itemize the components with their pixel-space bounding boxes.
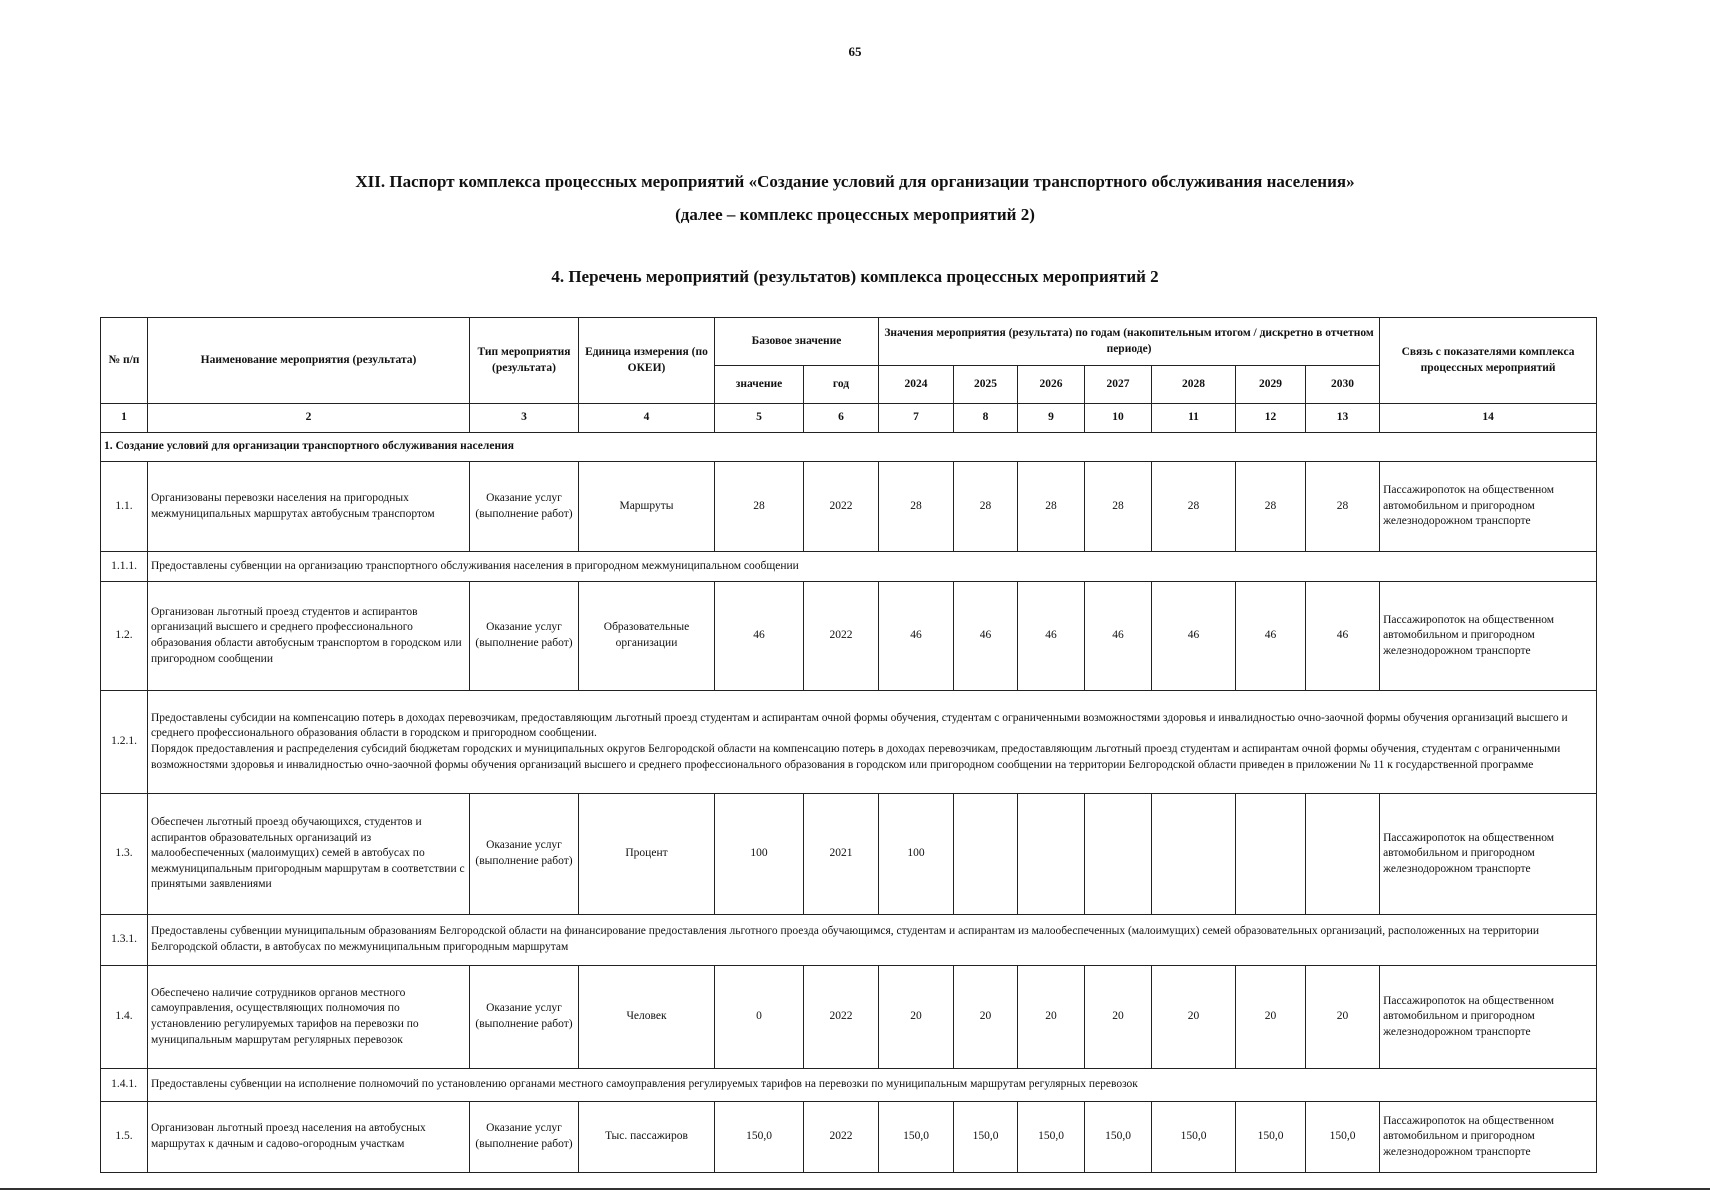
section-row	[101, 433, 1597, 462]
section-heading: 4. Перечень мероприятий (результатов) комплекса процессных мероприятий 2	[551, 267, 1159, 286]
row-name: Организован льготный проезд студентов и аспирантов организаций высшего и среднего профессионального образования области автобусным транспортом в городском или пригородном сообщении	[148, 582, 470, 691]
header-year: 2027	[1085, 366, 1152, 404]
header-year: 2026	[1018, 366, 1085, 404]
bottom-rule	[0, 1188, 1710, 1190]
document-title: XII. Паспорт комплекса процессных мероприятий «Создание условий для организации транспортного обслуживания населения»	[355, 172, 1355, 191]
row-type: Оказание услуг (выполнение работ)	[470, 794, 579, 915]
row-year-value	[1306, 794, 1380, 915]
header-year: 2029	[1236, 366, 1306, 404]
column-number: 8	[954, 404, 1018, 433]
row-unit: Тыс. пассажиров	[579, 1102, 715, 1173]
header-link: Связь с показателями комплекса процессных мероприятий	[1380, 318, 1597, 404]
row-base-value: 28	[715, 462, 804, 552]
row-base-year: 2022	[804, 582, 879, 691]
row-description-text: Порядок предоставления и распределения субсидий бюджетам городских и муниципальных округов Белгородской области на компенсацию потерь в доходах перевозчикам, предоставляющим льготный проезд студентам и аспирантам очной формы обучения, студентам с ограниченными возможностями здоровья и инвалидностью очно-заочной формы обучения организаций высшего и среднего профессионального образования в городском или пригородном сообщении на территории Белгородской области приведен в приложении № 11 к государственной программе	[151, 743, 1561, 771]
header-unit: Единица измерения (по ОКЕИ)	[579, 318, 715, 404]
row-type: Оказание услуг (выполнение работ)	[470, 462, 579, 552]
row-year-value: 150,0	[954, 1102, 1018, 1173]
column-number: 13	[1306, 404, 1380, 433]
row-num: 1.4.	[101, 966, 148, 1069]
section-title: 1. Создание условий для организации транспортного обслуживания населения	[101, 433, 1597, 462]
row-num: 1.5.	[101, 1102, 148, 1173]
row-year-value: 150,0	[1306, 1102, 1380, 1173]
row-year-value: 20	[1236, 966, 1306, 1069]
column-number: 6	[804, 404, 879, 433]
row-unit: Маршруты	[579, 462, 715, 552]
row-year-value: 28	[879, 462, 954, 552]
table-row	[101, 966, 1597, 1069]
column-number: 12	[1236, 404, 1306, 433]
column-number: 3	[470, 404, 579, 433]
header-row	[101, 318, 1597, 366]
row-year-value: 28	[1306, 462, 1380, 552]
column-number: 1	[101, 404, 148, 433]
header-num: № п/п	[101, 318, 148, 404]
row-year-value: 28	[954, 462, 1018, 552]
row-year-value: 20	[1306, 966, 1380, 1069]
row-base-value: 150,0	[715, 1102, 804, 1173]
row-year-value: 100	[879, 794, 954, 915]
row-name: Обеспечен льготный проезд обучающихся, студентов и аспирантов образовательных организаций из малообеспеченных (малоимущих) семей в автобусах по межмуниципальным пригородным маршрутам в соответствии с принятыми заявлениями	[148, 794, 470, 915]
header-base: Базовое значение	[715, 318, 879, 366]
row-description: Предоставлены субвенции на организацию транспортного обслуживания населения в пригородном межмуниципальном сообщении	[148, 552, 1597, 582]
row-description: Предоставлены субвенции на исполнение полномочий по установлению органами местного самоуправления регулируемых тарифов на перевозки по муниципальным маршрутам регулярных перевозок	[148, 1069, 1597, 1102]
table-subrow	[101, 691, 1597, 794]
row-base-year: 2022	[804, 1102, 879, 1173]
header-base-year: год	[804, 366, 879, 404]
row-year-value	[1018, 794, 1085, 915]
row-base-value: 0	[715, 966, 804, 1069]
row-unit: Человек	[579, 966, 715, 1069]
header-base-value: значение	[715, 366, 804, 404]
row-type: Оказание услуг (выполнение работ)	[470, 1102, 579, 1173]
row-num: 1.1.1.	[101, 552, 148, 582]
row-year-value: 150,0	[879, 1102, 954, 1173]
row-year-value	[1236, 794, 1306, 915]
row-num: 1.3.1.	[101, 915, 148, 966]
row-year-value: 150,0	[1152, 1102, 1236, 1173]
row-unit: Образовательные организации	[579, 582, 715, 691]
row-unit: Процент	[579, 794, 715, 915]
row-year-value: 150,0	[1085, 1102, 1152, 1173]
row-description-text: Предоставлены субсидии на компенсацию потерь в доходах перевозчикам, предоставляющим льготный проезд студентам и аспирантам очной формы обучения, студентам с ограниченными возможностями здоровья и инвалидностью очно-заочной формы обучения организаций высшего и среднего профессионального образования области в городском и пригородном сообщении.	[151, 711, 1568, 740]
row-num: 1.2.	[101, 582, 148, 691]
row-year-value: 46	[1152, 582, 1236, 691]
row-type: Оказание услуг (выполнение работ)	[470, 966, 579, 1069]
table-row	[101, 794, 1597, 915]
column-number: 14	[1380, 404, 1597, 433]
column-number: 2	[148, 404, 470, 433]
row-base-year: 2021	[804, 794, 879, 915]
table-subrow	[101, 915, 1597, 966]
row-year-value: 46	[1236, 582, 1306, 691]
row-description: Предоставлены субвенции муниципальным образованиям Белгородской области на финансирование предоставления льготного проезда обучающимся, студентам и аспирантам из малообеспеченных (малоимущих) семей образовательных организаций, расположенных на территории Белгородской области, в автобусах по межмуниципальным пригородным маршрутам	[148, 915, 1597, 966]
header-year: 2025	[954, 366, 1018, 404]
column-number: 5	[715, 404, 804, 433]
table-row	[101, 1102, 1597, 1173]
row-year-value: 150,0	[1236, 1102, 1306, 1173]
column-number: 4	[579, 404, 715, 433]
row-year-value: 20	[1018, 966, 1085, 1069]
row-link: Пассажиропоток на общественном автомобильном и пригородном железнодорожном транспорте	[1380, 794, 1597, 915]
row-link: Пассажиропоток на общественном автомобильном и пригородном железнодорожном транспорте	[1380, 1102, 1597, 1173]
column-number: 11	[1152, 404, 1236, 433]
row-year-value	[1152, 794, 1236, 915]
header-year: 2030	[1306, 366, 1380, 404]
row-year-value: 150,0	[1018, 1102, 1085, 1173]
table-subrow	[101, 1069, 1597, 1102]
header-year: 2024	[879, 366, 954, 404]
row-base-value: 100	[715, 794, 804, 915]
row-base-year: 2022	[804, 966, 879, 1069]
row-type: Оказание услуг (выполнение работ)	[470, 582, 579, 691]
header-year: 2028	[1152, 366, 1236, 404]
row-year-value: 28	[1236, 462, 1306, 552]
row-name: Организован льготный проезд населения на автобусных маршрутах к дачным и садово-огородным участкам	[148, 1102, 470, 1173]
row-year-value: 46	[954, 582, 1018, 691]
row-num: 1.3.	[101, 794, 148, 915]
row-year-value	[954, 794, 1018, 915]
row-name: Обеспечено наличие сотрудников органов местного самоуправления, осуществляющих полномочия по установлению регулируемых тарифов на перевозки по муниципальным маршрутам регулярных перевозок	[148, 966, 470, 1069]
page-number: 65	[848, 44, 862, 59]
row-name: Организованы перевозки населения на пригородных межмуниципальных маршрутах автобусным транспортом	[148, 462, 470, 552]
row-year-value	[1085, 794, 1152, 915]
row-year-value: 46	[1085, 582, 1152, 691]
column-numbers-row	[101, 404, 1597, 433]
row-year-value: 20	[1085, 966, 1152, 1069]
row-link: Пассажиропоток на общественном автомобильном и пригородном железнодорожном транспорте	[1380, 966, 1597, 1069]
row-base-year: 2022	[804, 462, 879, 552]
table-subrow	[101, 552, 1597, 582]
row-year-value: 28	[1085, 462, 1152, 552]
document-subtitle: (далее – комплекс процессных мероприятий 2)	[675, 205, 1035, 224]
column-number: 9	[1018, 404, 1085, 433]
row-year-value: 20	[879, 966, 954, 1069]
activities-table	[100, 317, 1597, 1173]
row-year-value: 46	[1306, 582, 1380, 691]
row-year-value: 28	[1152, 462, 1236, 552]
column-number: 10	[1085, 404, 1152, 433]
row-base-value: 46	[715, 582, 804, 691]
table-row	[101, 462, 1597, 552]
row-num: 1.1.	[101, 462, 148, 552]
table-row	[101, 582, 1597, 691]
row-year-value: 46	[1018, 582, 1085, 691]
row-num: 1.4.1.	[101, 1069, 148, 1102]
row-year-value: 46	[879, 582, 954, 691]
row-description	[148, 691, 1597, 794]
row-link: Пассажиропоток на общественном автомобильном и пригородном железнодорожном транспорте	[1380, 462, 1597, 552]
header-name: Наименование мероприятия (результата)	[148, 318, 470, 404]
row-link: Пассажиропоток на общественном автомобильном и пригородном железнодорожном транспорте	[1380, 582, 1597, 691]
column-number: 7	[879, 404, 954, 433]
row-num: 1.2.1.	[101, 691, 148, 794]
row-year-value: 28	[1018, 462, 1085, 552]
header-years-group: Значения мероприятия (результата) по годам (накопительным итогом / дискретно в отчетном периоде)	[879, 318, 1380, 366]
header-type: Тип мероприятия (результата)	[470, 318, 579, 404]
row-year-value: 20	[954, 966, 1018, 1069]
row-year-value: 20	[1152, 966, 1236, 1069]
